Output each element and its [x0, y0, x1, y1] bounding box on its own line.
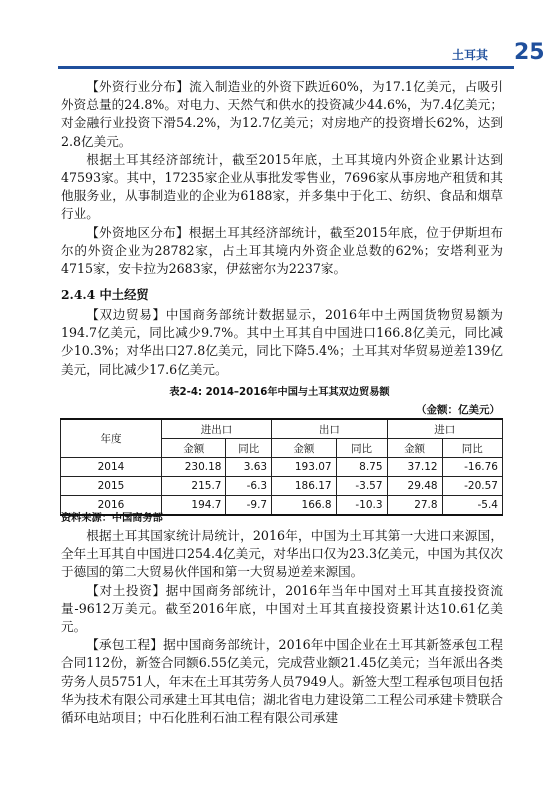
- table-caption: 表2-4: 2014–2016年中国与土耳其双边贸易额: [169, 387, 390, 398]
- paragraph-foreign-enterprises-count: 根据土耳其经济部统计，截至2015年底，土耳其境内外资企业累计达到47593家。其中，17235家企业从事批发零售业，7696家从事房地产租赁和其他服务业，从事制造业的企业为6188家，并多集中于化工、纺织、食品和烟草行业。: [61, 151, 503, 222]
- cell-import-amount: 27.8: [387, 496, 442, 516]
- header-import: 进口: [387, 419, 502, 439]
- cell-export-amount: 193.07: [272, 458, 336, 477]
- cell-import-amount: 37.12: [387, 458, 442, 477]
- table-row: [61, 458, 503, 477]
- header-total: 进出口: [162, 419, 272, 439]
- body-text-top: [61, 78, 503, 278]
- page-number: 25: [514, 40, 545, 65]
- table-unit: （金额：亿美元）: [416, 404, 500, 416]
- table-header-row: [61, 419, 503, 439]
- section-heading: 2.4.4 中土经贸: [61, 287, 149, 302]
- body-text-mid: [61, 306, 503, 379]
- cell-total-amount: 230.18: [162, 458, 226, 477]
- subheader-amount: 金额: [272, 439, 336, 458]
- cell-export-yoy: 8.75: [336, 458, 387, 477]
- subheader-yoy: 同比: [226, 439, 272, 458]
- cell-total-yoy: -6.3: [226, 477, 272, 496]
- table-row: [61, 477, 503, 496]
- cell-export-amount: 166.8: [272, 496, 336, 516]
- paragraph-bilateral-trade: 【双边贸易】中国商务部统计数据显示，2016年中土两国货物贸易额为194.7亿美元，同比减少9.7%。其中土耳其自中国进口166.8亿美元，同比减少10.3%；对华出口27.8亿美元，同比下降5.4%；土耳其对华贸易逆差139亿美元，同比减少17.6亿美元。: [61, 307, 503, 377]
- subheader-yoy: 同比: [336, 439, 387, 458]
- subheader-amount: 金额: [162, 439, 226, 458]
- cell-total-amount: 215.7: [162, 477, 226, 496]
- header-year: 年度: [61, 419, 162, 458]
- cell-import-yoy: -16.76: [442, 458, 502, 477]
- cell-import-amount: 29.48: [387, 477, 442, 496]
- subheader-amount: 金额: [387, 439, 442, 458]
- cell-year: 2014: [61, 458, 162, 477]
- header-rule: [58, 66, 514, 69]
- paragraph-foreign-investment-industry: 【外资行业分布】流入制造业的外资下跌近60%，为17.1亿美元，占吸引外资总量的24.8%。对电力、天然气和供水的投资减少44.6%，为7.4亿美元；对金融行业投资下滑54.2%，为12.7亿美元；对房地产的投资增长62%，达到2.8亿美元。: [61, 79, 503, 149]
- body-text-bottom: [61, 527, 503, 727]
- cell-export-yoy: -3.57: [336, 477, 387, 496]
- cell-export-yoy: -10.3: [336, 496, 387, 516]
- paragraph-trade-statistics: 根据土耳其国家统计局统计，2016年，中国为土耳其第一大进口来源国，全年土耳其自中国进口254.4亿美元，对华出口仅为23.3亿美元，中国为其仅次于德国的第二大贸易伙伴国和第一大贸易逆差来源国。: [61, 528, 503, 580]
- paragraph-investment-in-turkey: 【对土投资】据中国商务部统计，2016年当年中国对土耳其直接投资流量-9612万美元。截至2016年底，中国对土耳其直接投资累计达10.61亿美元。: [61, 582, 503, 635]
- header-export: 出口: [272, 419, 387, 439]
- cell-import-yoy: -20.57: [442, 477, 502, 496]
- cell-total-yoy: -9.7: [226, 496, 272, 516]
- cell-year: 2015: [61, 477, 162, 496]
- cell-total-amount: 194.7: [162, 496, 226, 516]
- cell-total-yoy: 3.63: [226, 458, 272, 477]
- running-header-section: 土耳其: [452, 48, 489, 62]
- paragraph-foreign-investment-region: 【外资地区分布】根据土耳其经济部统计，截至2015年底，位于伊斯坦布尔的外资企业为28782家，占土耳其境内外资企业总数的62%；安塔利亚为4715家，安卡拉为2683家，伊兹密尔为2237家。: [61, 224, 503, 277]
- paragraph-contracted-projects: 【承包工程】据中国商务部统计，2016年中国企业在土耳其新签承包工程合同112份，新签合同额6.55亿美元，完成营业额21.45亿美元；当年派出各类劳务人员5751人，年末在土耳其劳务人员7949人。新签大型工程承包项目包括华为技术有限公司承建土耳其电信；湖北省电力建设第二工程公司承建卡赞联合循环电站项目；中石化胜利石油工程有限公司承建: [61, 637, 503, 726]
- table-source: 资料来源：中国商务部: [61, 512, 163, 524]
- trade-table: [60, 418, 503, 516]
- cell-export-amount: 186.17: [272, 477, 336, 496]
- subheader-yoy: 同比: [442, 439, 502, 458]
- cell-year: 2016: [61, 496, 162, 516]
- cell-import-yoy: -5.4: [442, 496, 502, 516]
